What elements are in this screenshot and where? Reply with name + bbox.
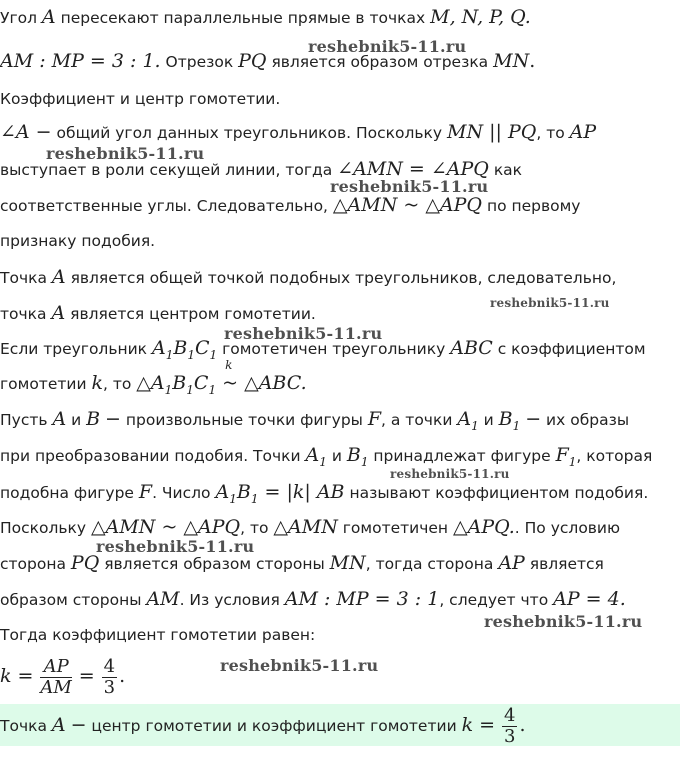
text-line-12: Пусть A и B − произвольные точки фигуры F, а точки $A_1$ и $B_1$ − их образы xyxy=(0,408,630,433)
text-line-8: Точка A является общей точкой подобных треугольников, следовательно, xyxy=(0,266,617,288)
answer-line: Точка A − центр гомотетии и коэффициент гомотетии k = $\frac{4}{3}$ . xyxy=(0,705,526,747)
watermark: reshebnik5-11.ru xyxy=(484,612,643,631)
watermark: reshebnik5-11.ru xyxy=(390,467,510,481)
text-line-15: Поскольку △AMN ~ △APQ, то △AMN гомотетичен △APQ.. По условию xyxy=(0,516,621,538)
watermark: reshebnik5-11.ru xyxy=(220,656,379,675)
text-line-14: подобна фигуре F. Число $A_1B_1 = |k|$ AB называют коэффициентом подобия. xyxy=(0,481,649,506)
coefficient-formula: k = $\frac{AP}{AM}$ = $\frac{4}{3}$ . xyxy=(0,656,126,698)
text-line-16: сторона PQ является образом стороны MN, тогда сторона AP является xyxy=(0,552,604,574)
text-line-2: AM : MP = 3 : 1. Отрезок PQ является образом отрезка MN. xyxy=(0,50,536,72)
watermark: reshebnik5-11.ru xyxy=(330,177,489,196)
watermark: reshebnik5-11.ru xyxy=(224,324,383,343)
watermark: reshebnik5-11.ru xyxy=(308,37,467,56)
fraction-ap-am: $\frac{AP}{AM}$ xyxy=(40,656,72,698)
text-line-7: признаку подобия. xyxy=(0,232,156,250)
text-line-18: Тогда коэффициент гомотетии равен: xyxy=(0,626,316,644)
text-line-10: Если треугольник $A_1B_1C_1$ гомотетичен треугольнику ABC с коэффициентом xyxy=(0,337,646,362)
text-line-13: при преобразовании подобия. Точки $A_1$ и $B_1$ принадлежат фигуре $F_1$, которая xyxy=(0,444,653,469)
watermark: reshebnik5-11.ru xyxy=(46,144,205,163)
text-line-17: образом стороны AM. Из условия AM : MP = 3 : 1, следует что AP = 4. xyxy=(0,588,626,610)
watermark: reshebnik5-11.ru xyxy=(490,296,610,310)
text-line-9: точка A является центром гомотетии. xyxy=(0,302,316,324)
text-line-11: гомотетии k, то $\triangle A_1B_1C_1$ k ~ △ABC. xyxy=(0,358,307,397)
text-line-4: ∠A − общий угол данных треугольников. Поскольку MN || PQ, то AP xyxy=(0,121,597,143)
answer-fraction: $\frac{4}{3}$ xyxy=(504,705,516,747)
text-line-1: Угол A пересекают параллельные прямые в точках M, N, P, Q. xyxy=(0,6,531,28)
watermark: reshebnik5-11.ru xyxy=(96,537,255,556)
text-line-5: выступает в роли секущей линии, тогда ∠AMN = ∠APQ как xyxy=(0,158,523,180)
fraction-4-3: $\frac{4}{3}$ xyxy=(103,656,116,698)
text-line-3: Коэффициент и центр гомотетии. xyxy=(0,90,281,108)
text-line-6: соответственные углы. Следовательно, △AMN ~ △APQ по первому xyxy=(0,194,581,216)
